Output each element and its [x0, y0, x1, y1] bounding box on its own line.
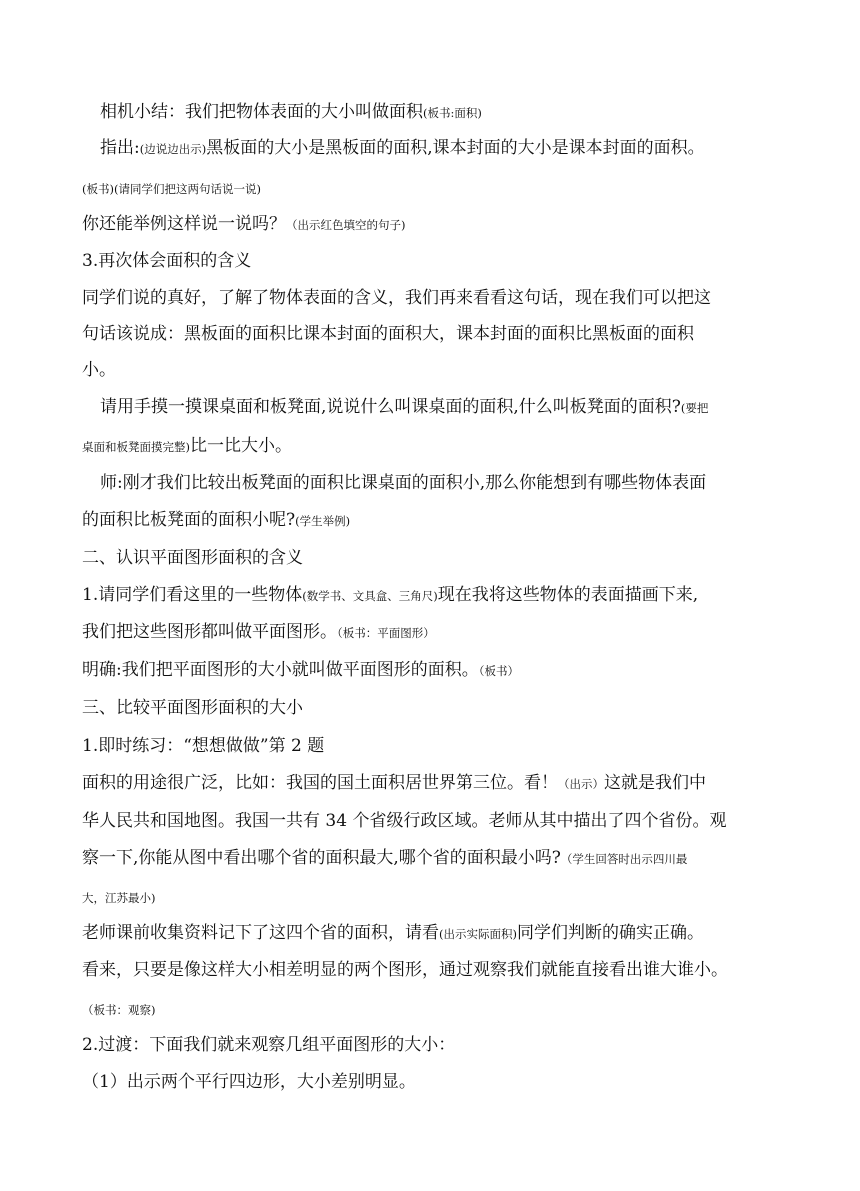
note-span: （板书：观察)	[82, 1003, 156, 1017]
text-line	[82, 508, 782, 533]
text-line	[82, 176, 782, 201]
text-line	[82, 846, 782, 871]
text-span: 老师课前收集资料记下了这四个省的面积，请看	[82, 923, 439, 943]
text-line	[82, 322, 782, 346]
text-line	[82, 1033, 782, 1057]
note-span: 大，江苏最小)	[82, 891, 156, 905]
note-span: (边说边出示)	[139, 142, 207, 156]
text-line	[100, 395, 800, 420]
text-span: 的面积比板凳面的面积小呢?	[82, 510, 296, 530]
note-span: （出示）	[558, 777, 604, 791]
text-span: 比一比大小。	[190, 436, 292, 456]
text-line	[82, 1070, 782, 1094]
text-line	[82, 997, 782, 1022]
text-line	[82, 434, 782, 459]
text-line	[82, 286, 782, 310]
note-span: (要把	[680, 401, 709, 415]
text-line	[82, 958, 782, 982]
text-span: 1.请同学们看这里的一些物体	[82, 585, 303, 605]
text-span: 同学们说的真好，了解了物体表面的含义，我们再来看看这句话，现在我们可以把这	[82, 288, 711, 308]
text-line	[82, 212, 782, 237]
text-span: 看来，只要是像这样大小相差明显的两个图形，通过观察我们就能直接看出谁大谁小。	[82, 960, 728, 980]
text-span: 明确:我们把平面图形的大小就叫做平面图形的面积。	[82, 660, 479, 680]
text-span: 这就是我们中	[604, 773, 706, 793]
text-span: 师:刚才我们比较出板凳面的面积比课桌面的面积小,那么你能想到有哪些物体表面	[100, 473, 707, 493]
text-span: 指出:	[100, 138, 140, 158]
text-line	[82, 583, 782, 608]
text-line	[82, 658, 782, 683]
note-span: (出示实际面积)	[439, 927, 517, 941]
text-span: 1.即时练习：“想想做做”第 2 题	[82, 736, 325, 756]
section-heading	[82, 696, 782, 720]
section-heading	[82, 249, 782, 273]
text-line	[100, 100, 800, 125]
note-span: （出示红色填空的句子)	[286, 218, 406, 232]
text-span: 小。	[82, 360, 116, 380]
text-span: 三、比较平面图形面积的大小	[82, 698, 303, 718]
text-line	[100, 136, 800, 161]
text-line	[100, 471, 800, 495]
note-span: （板书）	[478, 664, 519, 678]
text-line	[82, 620, 782, 645]
text-line	[82, 921, 782, 946]
text-span: 华人民共和国地图。我国一共有 34 个省级行政区域。老师从其中描出了四个省份。观	[82, 811, 727, 831]
note-span: （学生回答时出示四川最	[560, 852, 688, 866]
note-span: (板书:面积)	[423, 106, 482, 120]
text-line	[82, 358, 782, 382]
note-span: 桌面和板凳面摸完整)	[82, 440, 190, 454]
text-line	[82, 771, 782, 796]
text-span: 二、认识平面图形面积的含义	[82, 548, 303, 568]
text-line	[82, 809, 782, 833]
text-span: 相机小结：我们把物体表面的大小叫做面积	[100, 102, 423, 122]
text-span: 同学们判断的确实正确。	[516, 923, 704, 943]
text-line	[82, 885, 782, 910]
note-span: (学生举例)	[295, 514, 351, 528]
text-span: 你还能举例这样说一说吗？	[82, 214, 286, 234]
text-span: 请用手摸一摸课桌面和板凳面,说说什么叫课桌面的面积,什么叫板凳面的面积?	[100, 397, 681, 417]
note-span: (数学书、文具盒、三角尺)	[302, 589, 438, 603]
text-span: 现在我将这些物体的表面描画下来,	[437, 585, 699, 605]
note-span: （板书：平面图形）	[337, 626, 435, 640]
text-span: （1）出示两个平行四边形，大小差别明显。	[82, 1072, 416, 1092]
text-span: 察一下,你能从图中看出哪个省的面积最大,哪个省的面积最小吗?	[82, 848, 561, 868]
text-span: 句话该说成：黑板面的面积比课本封面的面积大，课本封面的面积比黑板面的面积	[82, 324, 694, 344]
note-span: (板书)(请同学们把这两句话说一说)	[82, 182, 261, 196]
text-span: 面积的用途很广泛，比如：我国的国土面积居世界第三位。看！	[82, 773, 558, 793]
text-line	[82, 734, 782, 758]
text-span: 3.再次体会面积的含义	[82, 251, 252, 271]
section-heading	[82, 546, 782, 570]
text-span: 2.过渡：下面我们就来观察几组平面图形的大小：	[82, 1035, 456, 1055]
text-span: 我们把这些图形都叫做平面图形。	[82, 622, 337, 642]
text-span: 黑板面的大小是黑板面的面积,课本封面的大小是课本封面的面积。	[206, 138, 705, 158]
